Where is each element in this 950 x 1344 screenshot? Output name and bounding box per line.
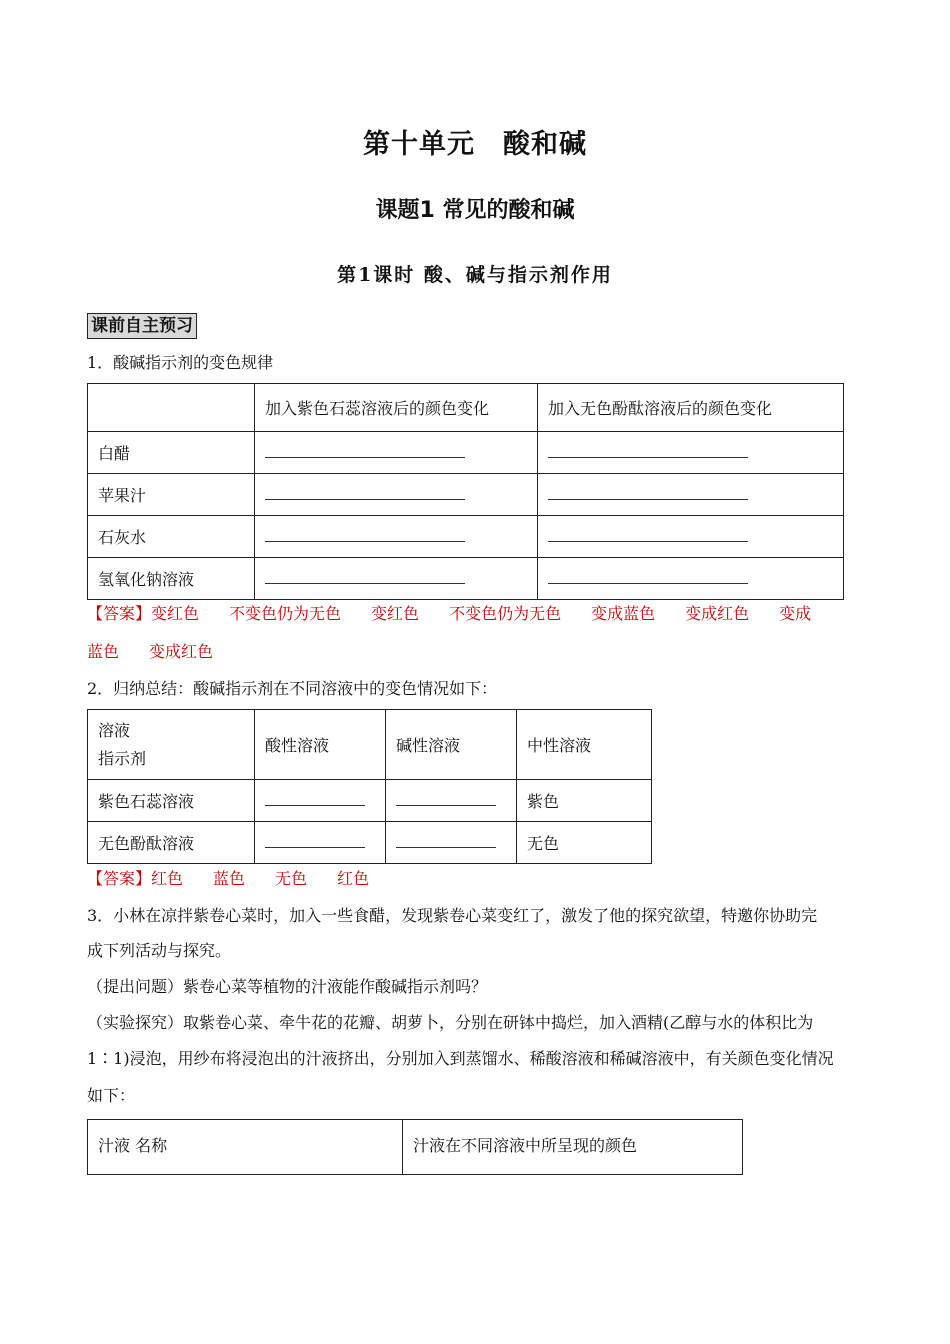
q3-line: 如下： [87, 1086, 136, 1105]
q1-header-empty [88, 384, 255, 432]
answer-item: 变成蓝色 [591, 604, 656, 623]
lesson-period: 第1课时 酸、碱与指示剂作用 [337, 264, 613, 286]
table-row [88, 432, 844, 474]
q1-text: 1．酸碱指示剂的变色规律 [87, 353, 274, 372]
answer-blank[interactable] [265, 485, 465, 500]
q2-header-base: 碱性溶液 [386, 710, 517, 780]
answer-blank[interactable] [396, 833, 496, 848]
corner-bottom-label: 指示剂 [98, 748, 147, 768]
answer-item: 无色 [275, 869, 308, 888]
q2-table [87, 709, 652, 864]
table-row [88, 558, 844, 600]
answer-blank[interactable] [548, 527, 748, 542]
answer-blank[interactable] [396, 791, 496, 806]
answer-blank[interactable] [265, 791, 365, 806]
q1-header-phenol: 加入无色酚酞溶液后的颜色变化 [538, 384, 844, 432]
answer-blank[interactable] [265, 833, 365, 848]
answer-item: 红色 [151, 869, 184, 888]
page-title: 第十单元 酸和碱 [363, 129, 587, 160]
q3-table [87, 1119, 743, 1175]
table-row [88, 822, 652, 864]
q1-row-label: 氢氧化钠溶液 [88, 558, 255, 600]
q2-row-label: 无色酚酞溶液 [88, 822, 255, 864]
answer-label: 【答案】 [87, 869, 152, 888]
answer-item: 变红色 [151, 604, 200, 623]
q1-header-litmus: 加入紫色石蕊溶液后的颜色变化 [255, 384, 538, 432]
answer-label: 【答案】 [87, 604, 152, 623]
q3-line: 3．小林在凉拌紫卷心菜时，加入一些食醋，发现紫卷心菜变红了，激发了他的探究欲望，特邀你协助完 [87, 906, 818, 925]
q2-row-label: 紫色石蕊溶液 [88, 780, 255, 822]
answer-item: 变成红色 [149, 642, 214, 661]
lesson-topic: 课题1 常见的酸和碱 [375, 198, 575, 223]
q1-row-label: 石灰水 [88, 516, 255, 558]
q3-line: 1∶1)浸泡，用纱布将浸泡出的汁液挤出，分别加入到蒸馏水、稀酸溶液和稀碱溶液中，有关颜色变化情况 [87, 1049, 834, 1068]
q3-line: （提出问题）紫卷心菜等植物的汁液能作酸碱指示剂吗？ [87, 977, 488, 996]
answer-blank[interactable] [265, 569, 465, 584]
answer-item: 变成红色 [685, 604, 750, 623]
q3-header-colors: 汁液在不同溶液中所呈现的颜色 [403, 1120, 743, 1175]
answer-blank[interactable] [265, 527, 465, 542]
table-row [88, 474, 844, 516]
q3-line: （实验探究）取紫卷心菜、牵牛花的花瓣、胡萝卜，分别在研钵中捣烂，加入酒精(乙醇与水的体积比为 [87, 1013, 814, 1032]
q3-header-name: 汁液 名称 [88, 1120, 403, 1175]
answer-item: 不变色仍为无色 [229, 604, 342, 623]
q1-answer-line2 [87, 641, 243, 663]
corner-top-label: 溶液 [98, 720, 131, 740]
answer-blank[interactable] [548, 443, 748, 458]
answer-blank[interactable] [548, 485, 748, 500]
table-row [88, 780, 652, 822]
q2-header-acid: 酸性溶液 [255, 710, 386, 780]
answer-item: 变成 [779, 604, 812, 623]
q1-row-label: 白醋 [88, 432, 255, 474]
section-heading: 课前自主预习 [87, 313, 197, 339]
q1-row-label: 苹果汁 [88, 474, 255, 516]
q3-line: 成下列活动与探究。 [87, 941, 232, 960]
answer-blank[interactable] [265, 443, 465, 458]
answer-item: 蓝色 [87, 642, 120, 661]
q2-neutral-value: 紫色 [517, 780, 652, 822]
q2-neutral-value: 无色 [517, 822, 652, 864]
q2-text: 2．归纳总结：酸碱指示剂在不同溶液中的变色情况如下： [87, 679, 498, 698]
q2-corner-cell [88, 710, 255, 780]
table-row [88, 516, 844, 558]
answer-item: 变红色 [371, 604, 420, 623]
answer-item: 红色 [337, 869, 370, 888]
answer-item: 不变色仍为无色 [449, 604, 562, 623]
answer-item: 蓝色 [213, 869, 246, 888]
q1-answer-line1 [87, 603, 811, 625]
q2-header-neutral: 中性溶液 [517, 710, 652, 780]
answer-blank[interactable] [548, 569, 748, 584]
q1-table [87, 383, 844, 600]
q2-answer-line [87, 868, 399, 890]
